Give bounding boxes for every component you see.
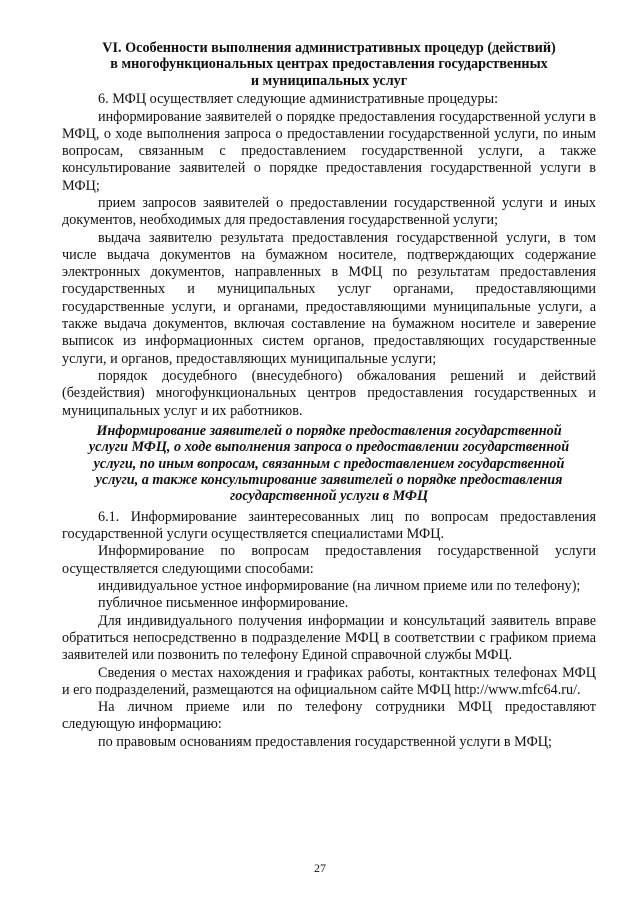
paragraph: информирование заявителей о порядке предоставления государственной услуги в МФЦ, о ходе выполнения запроса о предоставлении государственной услуги, по иным вопросам, связанным с предоставлением государственной услуги, а также консультирование заявителей о порядке предоставления государственной услуги в МФЦ; [62,108,596,194]
paragraph: На личном приеме или по телефону сотрудники МФЦ предоставляют следующую информацию: [62,699,596,733]
paragraph: 6.1. Информирование заинтересованных лиц по вопросам предоставления государственной услуги осуществляется специалистами МФЦ. [62,508,596,543]
paragraph: Информирование по вопросам предоставления государственной услуги осуществляется следующими способами: [62,543,596,577]
subsection-heading-line: Информирование заявителей о порядке предоставления государственной [96,422,562,439]
section-heading-line: в многофункциональных центрах предоставления государственных [110,56,548,73]
subsection-heading [62,423,596,505]
subsection-heading-line: услуги, а также консультирование заявителей о порядке предоставления [95,472,563,489]
paragraph: выдача заявителю результата предоставления государственной услуги, в том числе выдача документов на бумажном носителе, подтверждающих содержание электронных документов, направленных в МФЦ по результатам предоставления государственных и муниципальных услуг органами, предоставляющими государственные услуги, и органами, предоставляющими муниципальные услуги, а также выдача документов, включая составление на бумажном носителе и заверение выписок из информационных систем органов, предоставляющих государственные услуги, и органов, предоставляющих муниципальные услуги; [62,229,596,367]
paragraph: Для индивидуального получения информации и консультаций заявитель вправе обратиться непосредственно в подразделение МФЦ в соответствии с графиком приема заявителей или позвонить по телефону Единой справочной службы МФЦ. [62,612,596,664]
paragraph: публичное письменное информирование. [98,595,349,612]
section-heading-line: VI. Особенности выполнения административных процедур (действий) [102,40,556,56]
subsection-heading-line: государственной услуги в МФЦ [230,488,428,505]
section-heading [62,40,596,89]
page-number: 27 [314,861,326,875]
paragraph: прием запросов заявителей о предоставлении государственной услуги и иных документов, необходимых для предоставления государственной услуги; [62,195,596,229]
paragraph: Сведения о местах нахождения и графиках работы, контактных телефонах МФЦ и его подразделений, размещаются на официальном сайте МФЦ http://www.mfc64.ru/. [62,664,596,698]
paragraph: по правовым основаниям предоставления государственной услуги в МФЦ; [98,733,552,750]
paragraph: порядок досудебного (внесудебного) обжалования решений и действий (бездействия) многофункциональных центров предоставления государственных и муниципальных услуг и их работников. [62,367,596,419]
section-heading-line: и муниципальных услуг [250,72,408,89]
paragraph: 6. МФЦ осуществляет следующие административные процедуры: [98,91,499,108]
section-body [62,91,596,420]
subsection-heading-line: услуги, по иным вопросам, связанным с предоставлением государственной [93,455,565,472]
subsection-heading-line: услуги МФЦ, о ходе выполнения запроса о предоставлении государственной [88,439,570,456]
paragraph: индивидуальное устное информирование (на личном приеме или по телефону); [98,578,581,595]
subsection-body [62,509,596,751]
